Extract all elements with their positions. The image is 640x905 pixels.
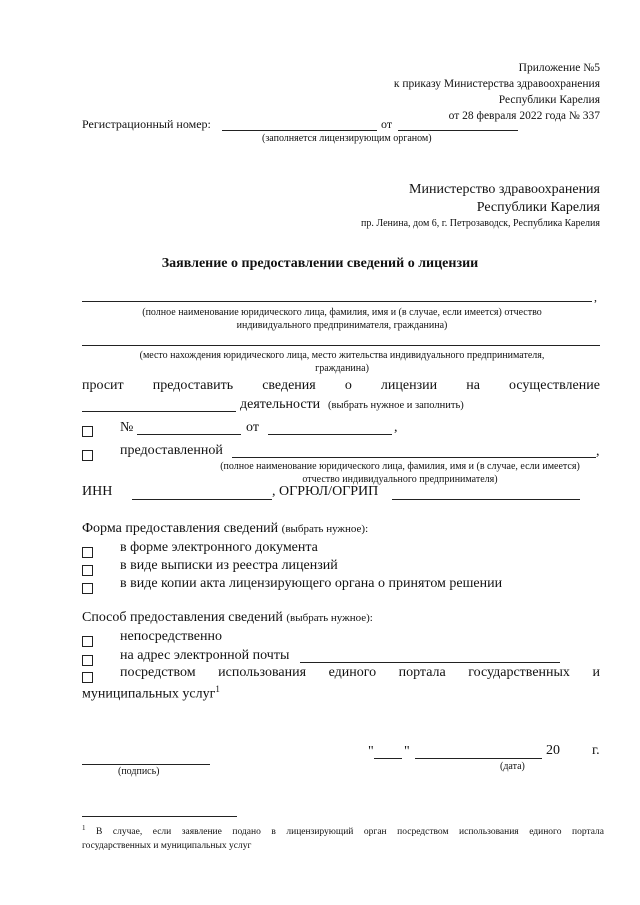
date-day-field[interactable]	[374, 758, 402, 759]
request-line	[82, 378, 600, 394]
date-year-prefix: 20	[546, 743, 560, 758]
portal-word: использования	[218, 665, 307, 680]
portal-word: посредством	[120, 665, 196, 680]
provided-checkbox[interactable]	[82, 448, 93, 466]
form-section-heading	[82, 521, 368, 537]
signature-note: (подпись)	[118, 766, 160, 777]
license-number-label: №	[120, 420, 134, 435]
portal-word: государственных	[468, 665, 570, 680]
footnote-mark: 1	[82, 824, 86, 832]
provided-label: предоставленной	[120, 443, 223, 458]
request-word: сведения	[262, 378, 316, 393]
reg-date-field[interactable]	[398, 130, 518, 131]
license-number-field[interactable]	[137, 434, 241, 435]
license-number-checkbox[interactable]	[82, 424, 93, 442]
footnote-ref: 1	[215, 684, 220, 694]
portal-word: и	[592, 665, 600, 680]
form-extract-checkbox[interactable]	[82, 563, 93, 581]
method-section-note: (выбрать нужное):	[286, 612, 373, 624]
addressee-address: пр. Ленина, дом 6, г. Петрозаводск, Республика Карелия	[361, 218, 600, 229]
addressee-ministry: Министерство здравоохранения	[409, 182, 600, 197]
footnote	[82, 821, 604, 853]
form-section-note: (выбрать нужное):	[281, 523, 369, 535]
date-month-field[interactable]	[415, 758, 542, 759]
request-word: предоставить	[152, 378, 234, 393]
applicant-name-note	[82, 306, 602, 332]
reg-note: (заполняется лицензирующим органом)	[262, 133, 432, 144]
appendix-header	[394, 60, 600, 124]
request-word: на	[466, 378, 480, 393]
order-line: к приказу Министерства здравоохранения	[393, 78, 600, 90]
license-comma: ,	[394, 420, 398, 435]
applicant-comma: ,	[594, 290, 597, 304]
request-word: о	[344, 378, 352, 393]
date-note: (дата)	[500, 761, 525, 772]
date-quote-close: "	[404, 744, 410, 759]
portal-services-label: муниципальных услуг	[82, 686, 216, 702]
method-email-checkbox[interactable]	[82, 653, 93, 671]
method-email-label: на адрес электронной почты	[120, 648, 290, 663]
method-section-title: Способ предоставления сведений	[82, 610, 283, 625]
reg-number-label: Регистрационный номер:	[82, 117, 211, 131]
request-word: просит	[82, 378, 124, 393]
method-section-heading	[82, 610, 373, 626]
activity-note: (выбрать нужное и заполнить)	[328, 400, 464, 411]
license-date-field[interactable]	[268, 434, 392, 435]
portal-word: портала	[398, 665, 446, 680]
activity-field[interactable]	[82, 411, 236, 412]
form-copy-checkbox[interactable]	[82, 581, 93, 599]
license-from-label: от	[246, 420, 259, 435]
email-field[interactable]	[300, 662, 560, 663]
method-direct-label: непосредственно	[120, 629, 222, 644]
applicant-address-note-line2: гражданина)	[315, 363, 369, 374]
form-electronic-label: в форме электронного документа	[120, 540, 318, 555]
inn-label: ИНН	[82, 484, 113, 499]
provided-note	[190, 460, 610, 486]
applicant-name-field[interactable]	[82, 301, 592, 302]
republic-line: Республики Карелия	[498, 94, 600, 106]
applicant-address-note-line1: (место нахождения юридического лица, место жительства индивидуального предпринимателя,	[139, 350, 545, 361]
provided-note-line2: отчество индивидуального предпринимателя)	[302, 474, 498, 485]
footnote-divider	[82, 816, 237, 817]
ogrn-label: , ОГРЮЛ/ОГРИП	[272, 484, 379, 499]
activity-label: деятельности	[240, 397, 321, 412]
provided-note-line1: (полное наименование юридического лица, фамилия, имя и (в случае, если имеется)	[220, 461, 580, 472]
method-portal-line2	[82, 684, 220, 703]
signature-field[interactable]	[82, 764, 210, 765]
inn-field[interactable]	[132, 499, 272, 500]
form-electronic-checkbox[interactable]	[82, 545, 93, 563]
applicant-address-field[interactable]	[82, 345, 600, 346]
date-year-suffix: г.	[592, 743, 600, 758]
applicant-name-note-line1: (полное наименование юридического лица, фамилия, имя и (в случае, если имеется) отчество	[142, 307, 542, 318]
reg-number-field[interactable]	[222, 130, 377, 131]
order-date-line: от 28 февраля 2022 года № 337	[448, 110, 600, 122]
form-extract-label: в виде выписки из реестра лицензий	[120, 558, 338, 573]
method-portal-line	[120, 665, 600, 681]
footnote-line1: В случае, если заявление подано в лицензирующий орган посредством использования единого портала	[96, 827, 604, 838]
page-title: Заявление о предоставлении сведений о лицензии	[161, 256, 479, 271]
reg-from-label: от	[381, 117, 393, 131]
addressee-republic: Республики Карелия	[476, 200, 600, 215]
form-copy-label: в виде копии акта лицензирующего органа о принятом решении	[120, 576, 503, 591]
applicant-name-note-line2: индивидуального предпринимателя, гражданина)	[236, 320, 448, 331]
footnote-line1-wrap	[82, 821, 604, 839]
applicant-address-note	[82, 349, 602, 375]
appendix-number: Приложение №5	[518, 62, 600, 74]
addressee-block	[409, 181, 600, 217]
portal-word: единого	[328, 665, 377, 680]
request-word: осуществление	[509, 378, 600, 393]
provided-comma: ,	[596, 444, 600, 459]
method-direct-checkbox[interactable]	[82, 634, 93, 652]
form-section-title: Форма предоставления сведений	[82, 521, 279, 536]
ogrn-field[interactable]	[392, 499, 580, 500]
provided-field[interactable]	[232, 457, 596, 458]
request-word: лицензии	[380, 378, 438, 393]
footnote-line2: государственных и муниципальных услуг	[82, 841, 252, 852]
date-quote-open: "	[368, 744, 374, 759]
